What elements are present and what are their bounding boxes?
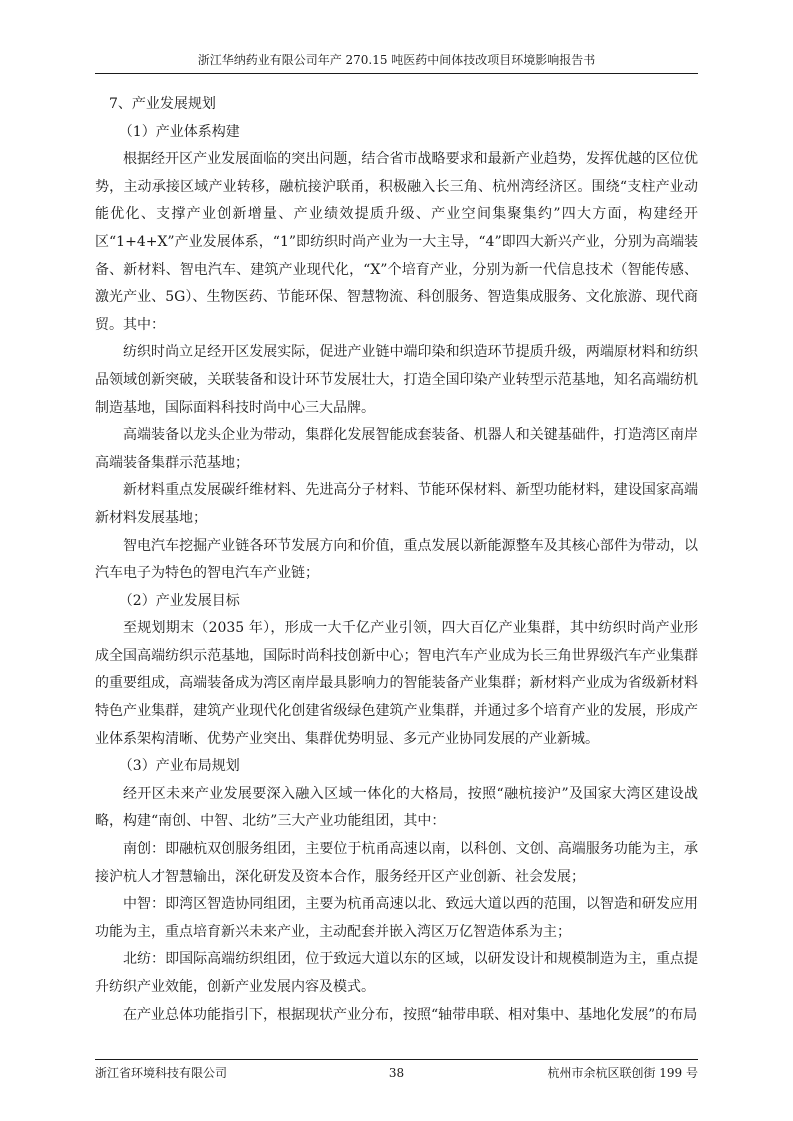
paragraph-south-cluster: 南创：即融杭双创服务组团，主要位于杭甬高速以南，以科创、文创、高端服务功能为主，承接沪杭人才智慧输出，深化研发及资本合作，服务经开区产业创新、社会发展； xyxy=(95,841,698,885)
paragraph-industry-system: 根据经开区产业发展面临的突出问题，结合省市战略要求和最新产业趋势，发挥优越的区位优势，主动承接区域产业转移，融杭接沪联甬，积极融入长三角、杭州湾经济区。围绕“支柱产业动能优化、支撑产业创新增量、产业绩效提质升级、产业空间集聚集约”四大方面，构建经开区“1+4+X”产业发展体系，“1”即纺织时尚产业为一大主导，“4”即四大新兴产业，分别为高端装备、新材料、智电汽车、建筑产业现代化，“X”个培育产业，分别为新一代信息技术（智能传感、激光产业、5G）、生物医药、节能环保、智慧物流、科创服务、智造集成服务、文化旅游、现代商贸。其中： xyxy=(95,151,698,333)
footer-company: 浙江省环境科技有限公司 xyxy=(95,1066,228,1080)
paragraph-high-end-equipment: 高端装备以龙头企业为带动，集群化发展智能成套装备、机器人和关键基础件，打造湾区南岸高端装备集群示范基地； xyxy=(95,427,698,471)
paragraph-layout-intro: 经开区未来产业发展要深入融入区域一体化的大格局，按照“融杭接沪”及国家大湾区建设战略，构建“南创、中智、北纺”三大产业功能组团，其中： xyxy=(95,785,698,830)
paragraph-smart-ev: 智电汽车挖掘产业链各环节发展方向和价值，重点发展以新能源整车及其核心部件为带动，以汽车电子为特色的智电汽车产业链； xyxy=(95,537,698,582)
footer-rule xyxy=(95,1059,698,1060)
footer-address: 杭州市余杭区联创街 199 号 xyxy=(547,1066,698,1080)
paragraph-layout-continued: 在产业总体功能指引下，根据现状产业分布，按照“轴带串联、相对集中、基地化发展”的布局 xyxy=(123,1006,698,1023)
document-title: 浙江华纳药业有限公司年产 270.15 吨医药中间体技改项目环境影响报告书 xyxy=(197,53,596,67)
paragraph-middle-cluster: 中智：即湾区智造协同组团，主要为杭甬高速以北、致远大道以西的范围，以智造和研发应用功能为主，重点培育新兴未来产业，主动配套并嵌入湾区万亿智造体系为主； xyxy=(95,896,698,940)
subsection-title-layout-planning: （3）产业布局规划 xyxy=(118,758,240,775)
paragraph-north-cluster: 北纺：即国际高端纺织组团，位于致远大道以东的区域，以研发设计和规模制造为主，重点提升纺织产业效能，创新产业发展内容及模式。 xyxy=(95,951,698,995)
page-header xyxy=(95,52,698,68)
subsection-title-industry-system: （1）产业体系构建 xyxy=(118,123,240,140)
paragraph-new-materials: 新材料重点发展碳纤维材料、先进高分子材料、节能环保材料、新型功能材料，建设国家高端新材料发展基地； xyxy=(95,482,698,526)
section-title: 7、产业发展规划 xyxy=(109,96,216,112)
page-footer xyxy=(95,1064,698,1082)
page-number: 38 xyxy=(388,1066,405,1080)
paragraph-textile-fashion: 纺织时尚立足经开区发展实际，促进产业链中端印染和织造环节提质升级，两端原材料和纺织品领域创新突破，关联装备和设计环节发展壮大，打造全国印染产业转型示范基地，知名高端纺机制造基地，国际面料科技时尚中心三大品牌。 xyxy=(95,344,698,416)
header-rule xyxy=(95,73,698,74)
page-content xyxy=(95,91,698,1029)
subsection-title-development-goals: （2）产业发展目标 xyxy=(118,592,240,609)
paragraph-development-goals: 至规划期末（2035 年），形成一大千亿产业引领，四大百亿产业集群，其中纺织时尚产业形成全国高端纺织示范基地，国际时尚科技创新中心；智电汽车产业成为长三角世界级汽车产业集群的重要组成，高端装备成为湾区南岸最具影响力的智能装备产业集群；新材料产业成为省级新材料特色产业集群，建筑产业现代化创建省级绿色建筑产业集群，并通过多个培育产业的发展，形成产业体系架构清晰、优势产业突出、集群优势明显、多元产业协同发展的产业新城。 xyxy=(95,620,698,747)
